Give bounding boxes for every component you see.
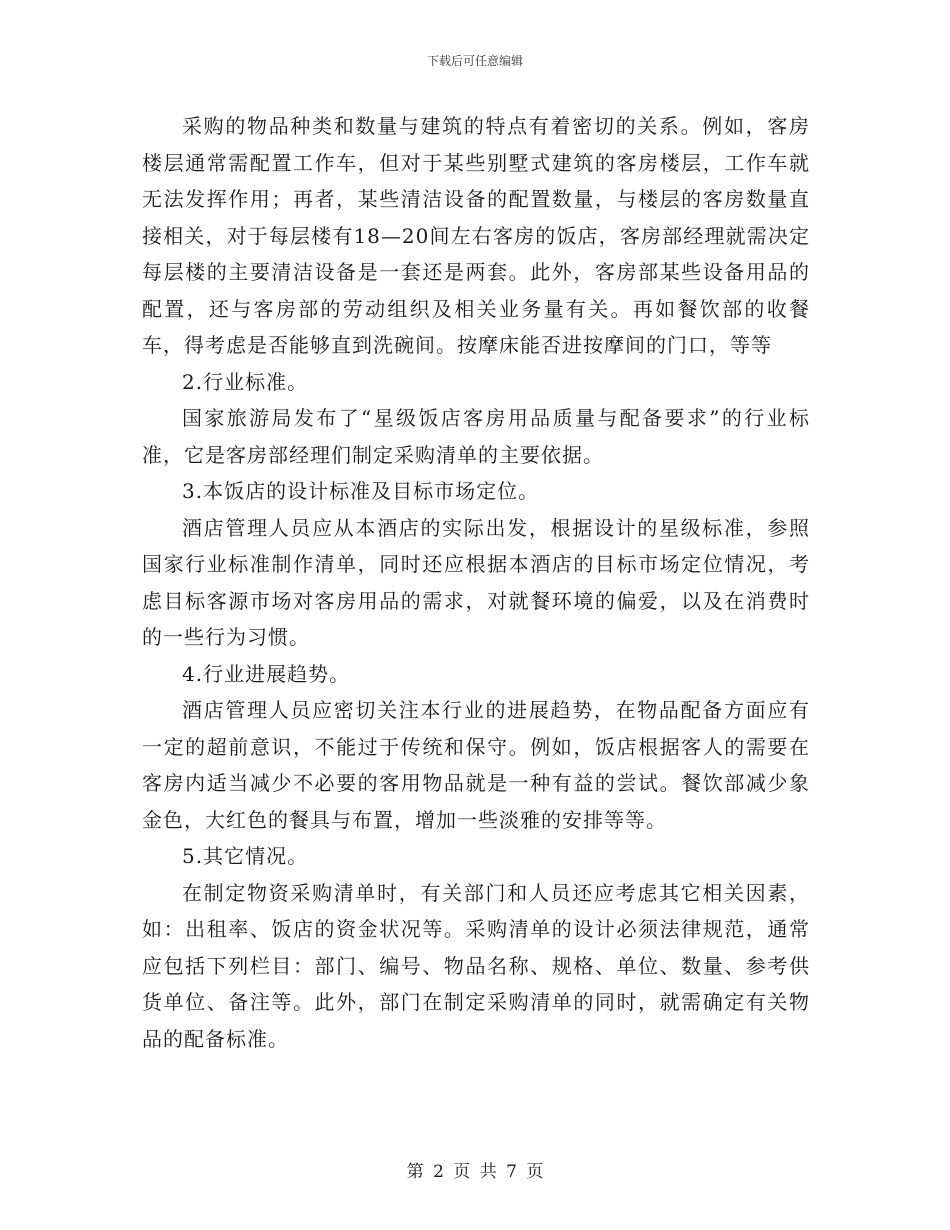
page-number-footer: 第 2 页 共 7 页 <box>406 1162 544 1182</box>
paragraph-building-features: 采购的物品种类和数量与建筑的特点有着密切的关系。例如，客房楼层通常需配置工作车，但对于某些别墅式建筑的客房楼层，工作车就无法发挥作用；再者，某些清洁设备的配置数量，与楼层的客房数量直接相关，对于每层楼有18—20间左右客房的饭店，客房部经理就需决定每层楼的主要清洁设备是一套还是两套。此外，客房部某些设备用品的配置，还与客房部的劳动组织及相关业务量有关。再如餐饮部的收餐车，得考虑是否能够直到洗碗间。按摩床能否进按摩间的门口，等等 <box>142 114 810 357</box>
heading-industry-standard: 2.行业标准。 <box>182 369 309 394</box>
heading-other-conditions: 5.其它情况。 <box>182 844 309 868</box>
heading-design-standard: 3.本饭店的设计标准及目标市场定位。 <box>182 479 540 503</box>
paragraph-design-standard: 酒店管理人员应从本酒店的实际出发，根据设计的星级标准，参照国家行业标准制作清单，同时还应根据本酒店的目标市场定位情况，考虑目标客源市场对客房用品的需求，对就餐环境的偏爱，以及在消费时的一些行为习惯。 <box>142 515 810 649</box>
paragraph-other-conditions: 在制定物资采购清单时，有关部门和人员还应考虑其它相关因素，如：出租率、饭店的资金状况等。采购清单的设计必须法律规范，通常应包括下列栏目：部门、编号、物品名称、规格、单位、数量、参考供货单位、备注等。此外，部门在制定采购清单的同时，就需确定有关物品的配备标准。 <box>142 880 810 1051</box>
document-body <box>142 108 810 1057</box>
heading-industry-trend: 4.行业进展趋势。 <box>182 661 351 686</box>
page-header: 下载后可任意编辑 <box>426 54 523 68</box>
paragraph-industry-standard: 国家旅游局发布了“星级饭店客房用品质量与配备要求”的行业标准，它是客房部经理们制定采购清单的主要依据。 <box>142 406 810 467</box>
paragraph-industry-trend: 酒店管理人员应密切关注本行业的进展趋势，在物品配备方面应有一定的超前意识，不能过于传统和保守。例如，饭店根据客人的需要在客房内适当减少不必要的客用物品就是一种有益的尝试。餐饮部减少象金色，大红色的餐具与布置，增加一些淡雅的安排等等。 <box>142 698 810 832</box>
